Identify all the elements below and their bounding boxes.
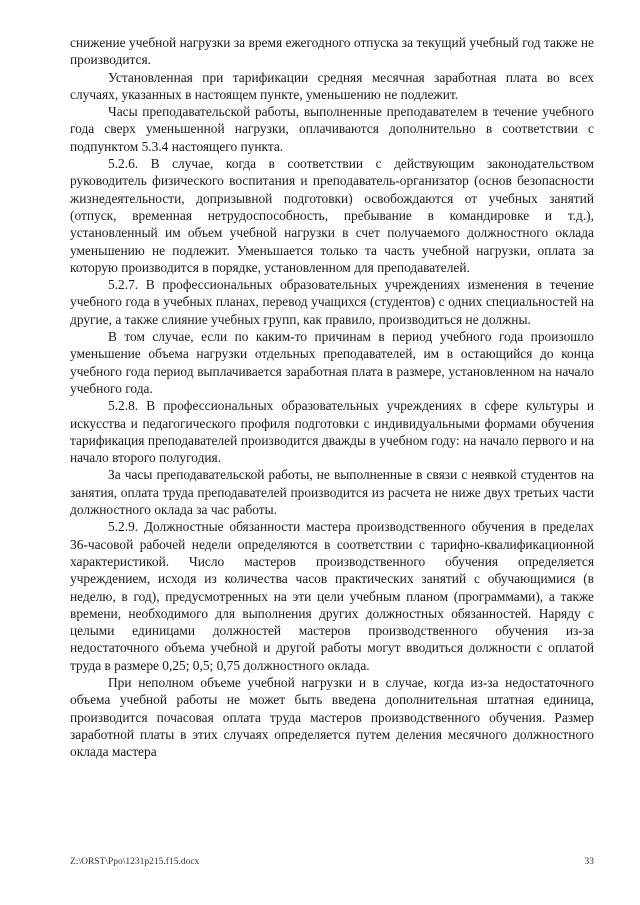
footer-file-path: Z:\ORST\Ppo\1231p215.f15.docx xyxy=(70,857,200,867)
paragraph-5: 5.2.7. В профессиональных образовательных учреждениях изменения в течение учебного года в учебных планах, перевод учащихся (студентов) с одних специальностей на другие, а также слияние учебных групп, как правило, производиться не должны. xyxy=(70,277,594,327)
paragraph-10: При неполном объеме учебной нагрузки и в случае, когда из-за недостаточного объема учебной работы не может быть введена дополнительная штатная единица, производится почасовая оплата труда мастеров производственного обучения. Размер заработной платы в этих случаях определяется путем деления месячного должностного оклада мастера xyxy=(70,674,594,760)
document-page xyxy=(70,34,594,760)
paragraph-7: 5.2.8. В профессиональных образовательных учреждениях в сфере культуры и искусства и педагогического профиля подготовки с индивидуальными формами обучения тарификация преподавателей производится дважды в учебном году: на начало первого и на начало второго полугодия. xyxy=(70,398,594,466)
paragraph-4: 5.2.6. В случае, когда в соответствии с действующим законодательством руководитель физического воспитания и преподаватель-организатор (основ безопасности жизнедеятельности, допризывной подготовки) освобождаются от учебных занятий (отпуск, временная нетрудоспособность, пребывание в командировке и т.д.), установленный им объем учебной нагрузки в счет получаемого должностного оклада уменьшению не подлежит. Уменьшается только та часть учебной нагрузки, оплата за которую производится в порядке, установленном для преподавателей. xyxy=(70,156,594,275)
paragraph-9: 5.2.9. Должностные обязанности мастера производственного обучения в пределах 36-часовой рабочей недели определяются в соответствии с тарифно-квалификационной характеристикой. Число мастеров производственного обучения определяется учреждением, исходя из количества часов практических занятий с обучающимися (в неделю, в год), предусмотренных на эти цели учебным планом (программами), а также времени, необходимого для выполнения других должностных обязанностей. Наряду с целыми единицами должностей мастеров производственного обучения из-за недостаточного объема учебной и другой работы могут вводиться должности с оплатой труда в размере 0,25; 0,5; 0,75 должностного оклада. xyxy=(70,519,594,673)
paragraph-1: снижение учебной нагрузки за время ежегодного отпуска за текущий учебный год также не производится. xyxy=(70,35,594,68)
paragraph-2: Установленная при тарификации средняя месячная заработная плата во всех случаях, указанных в настоящем пункте, уменьшению не подлежит. xyxy=(70,69,594,102)
paragraph-3: Часы преподавательской работы, выполненные преподавателем в течение учебного года сверх уменьшенной нагрузки, оплачиваются дополнительно в соответствии с подпунктом 5.3.4 настоящего пункта. xyxy=(70,104,594,154)
paragraph-6: В том случае, если по каким-то причинам в период учебного года произошло уменьшение объема нагрузки отдельных преподавателей, им в остающийся до конца учебного года период выплачивается заработная плата в размере, установленном на начало учебного года. xyxy=(70,329,594,396)
paragraph-8: За часы преподавательской работы, не выполненные в связи с неявкой студентов на занятия, оплата труда преподавателей производится из расчета не ниже двух третьих части должностного оклада за час работы. xyxy=(70,467,594,518)
footer-page-number: 33 xyxy=(584,857,594,867)
